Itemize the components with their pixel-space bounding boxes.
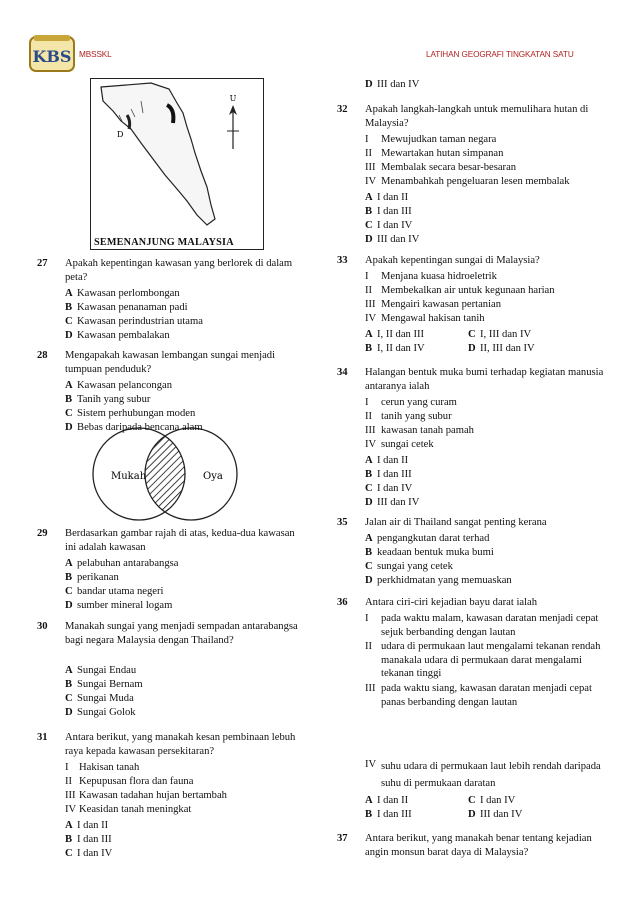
option-d[interactable]: D perkhidmatan yang memuaskan — [365, 575, 512, 586]
option-c[interactable]: C I dan IV — [468, 795, 516, 806]
venn-label-mukah: Mukah — [111, 471, 147, 482]
statement-i: I Menjana kuasa hidroeletrik — [365, 271, 497, 282]
option-c[interactable]: C I dan IV — [365, 220, 413, 231]
option-d[interactable]: D Bebas daripada bencana alam — [65, 422, 203, 433]
map-title: SEMENANJUNG MALAYSIA — [94, 237, 234, 248]
statement-iv: IV sungai cetek — [365, 439, 434, 450]
question-number: 31 — [37, 732, 48, 743]
question-number: 29 — [37, 528, 48, 539]
question-text: Antara berikut, yang manakah benar tentang kejadian angin monsun barat daya di Malaysia? — [365, 833, 592, 858]
map-drawing — [91, 79, 263, 249]
option-d[interactable]: D III dan IV — [365, 497, 420, 508]
option-d[interactable]: D III dan IV — [365, 234, 420, 245]
statement-iii: III Mengairi kawasan pertanian — [365, 299, 502, 310]
option-c[interactable]: C I, III dan IV — [468, 329, 532, 340]
option-c[interactable]: C Sistem perhubungan moden — [65, 408, 196, 419]
option-b[interactable]: B Sungai Bernam — [65, 679, 143, 690]
question-number: 34 — [337, 367, 348, 378]
option-c[interactable]: C Kawasan perindustrian utama — [65, 316, 203, 327]
option-a[interactable]: A I, II dan III — [365, 329, 425, 340]
option-a[interactable]: A Kawasan perlombongan — [65, 288, 180, 299]
option-a[interactable]: A I dan II — [365, 455, 409, 466]
question-text: Jalan air di Thailand sangat penting kerana — [365, 517, 547, 528]
question-text: Manakah sungai yang menjadi sempadan antarabangsa bagi negara Malaysia dengan Thailand? — [65, 621, 298, 646]
option-a[interactable]: A I dan II — [365, 795, 409, 806]
question-number: 30 — [37, 621, 48, 632]
option-c[interactable]: C I dan IV — [365, 483, 413, 494]
statement-iv: IV Mengawal hakisan tanih — [365, 313, 485, 324]
statement-i: I Hakisan tanah — [65, 762, 140, 773]
svg-text:KBS: KBS — [32, 47, 72, 66]
statement-iv: IV Menambahkah pengeluaran lesen membalak — [365, 176, 570, 187]
statement-i: I cerun yang curam — [365, 397, 457, 408]
option-a[interactable]: A Kawasan pelancongan — [65, 380, 173, 391]
question-number: 35 — [337, 517, 348, 528]
option-b[interactable]: B Tanih yang subur — [65, 394, 151, 405]
option-d[interactable]: D III dan IV — [468, 809, 523, 820]
north-label: U — [229, 94, 237, 103]
question-text: Antara ciri-ciri kejadian bayu darat ialah — [365, 597, 538, 608]
statement-iii: III Membalak secara besar-besaran — [365, 162, 517, 173]
statement-iii: III pada waktu siang, kawasan daratan menjadi cepat panas berbanding dengan lautan — [365, 683, 592, 708]
option-b[interactable]: B Kawasan penanaman padi — [65, 302, 188, 313]
statement-ii: II Kepupusan flora dan fauna — [65, 776, 194, 787]
option-a[interactable]: A Sungai Endau — [65, 665, 137, 676]
question-number: 32 — [337, 104, 348, 115]
option-c[interactable]: C sungai yang cetek — [365, 561, 453, 572]
option-b[interactable]: B keadaan bentuk muka bumi — [365, 547, 494, 558]
statement-i: I pada waktu malam, kawasan daratan menjadi cepat sejuk berbanding dengan lautan — [365, 613, 599, 638]
option-d[interactable]: D Kawasan pembalakan — [65, 330, 170, 341]
peninsular-malaysia-map — [90, 78, 264, 250]
option-d[interactable]: D II, III dan IV — [468, 343, 535, 354]
header-school-code: MBSSKL — [79, 50, 112, 59]
venn-label-oya: Oya — [203, 471, 223, 482]
option-c[interactable]: C bandar utama negeri — [65, 586, 164, 597]
question-text: Apakah kepentingan sungai di Malaysia? — [365, 255, 540, 266]
statement-iii: III Kawasan tadahan hujan bertambah — [65, 790, 227, 801]
statement-ii: II Membekalkan air untuk kegunaan harian — [365, 285, 555, 296]
statement-ii: II tanih yang subur — [365, 411, 452, 422]
statement-i: I Mewujudkan taman negara — [365, 134, 497, 145]
map-label-d: D — [117, 130, 124, 139]
question-number: 33 — [337, 255, 348, 266]
statement-ii: II Mewartakan hutan simpanan — [365, 148, 504, 159]
option-d[interactable]: D Sungai Golok — [65, 707, 136, 718]
option-c[interactable]: C I dan IV — [65, 848, 113, 859]
question-number: 28 — [37, 350, 48, 361]
q31-option-d[interactable]: D III dan IV — [365, 79, 420, 90]
option-b[interactable]: B I dan III — [65, 834, 112, 845]
question-text: Antara berikut, yang manakah kesan pembinaan lebuh raya kepada kawasan persekitaran? — [65, 732, 296, 757]
option-a[interactable]: A I dan II — [365, 192, 409, 203]
option-a[interactable]: A pengangkutan darat terhad — [365, 533, 490, 544]
school-logo — [28, 33, 76, 73]
question-text: Berdasarkan gambar rajah di atas, kedua-dua kawasan ini adalah kawasan — [65, 528, 295, 553]
question-number: 37 — [337, 833, 348, 844]
question-number: 36 — [337, 597, 348, 608]
option-b[interactable]: B I dan III — [365, 206, 412, 217]
option-b[interactable]: B perikanan — [65, 572, 119, 583]
question-text: Apakah langkah-langkah untuk memulihara hutan di Malaysia? — [365, 104, 589, 129]
option-b[interactable]: B I dan III — [365, 469, 412, 480]
statement-iii: III kawasan tanah pamah — [365, 425, 474, 436]
option-a[interactable]: A I dan II — [65, 820, 109, 831]
statement-iv: IV suhu udara di permukaan laut lebih rendah daripada suhu di permukaan daratan — [365, 759, 601, 789]
venn-diagram — [85, 424, 245, 524]
question-number: 27 — [37, 258, 48, 269]
question-text: Mengapakah kawasan lembangan sungai menjadi tumpuan penduduk? — [65, 350, 276, 375]
option-d[interactable]: D sumber mineral logam — [65, 600, 173, 611]
header-exam-title: LATIHAN GEOGRAFI TINGKATAN SATU — [426, 50, 574, 59]
question-text: Halangan bentuk muka bumi terhadap kegiatan manusia antaranya ialah — [365, 367, 604, 392]
statement-ii: II udara di permukaan laut mengalami tekanan rendah manakala udara di permukaan darat mengalami tekanan tinggi — [365, 641, 601, 680]
option-b[interactable]: B I dan III — [365, 809, 412, 820]
option-a[interactable]: A pelabuhan antarabangsa — [65, 558, 179, 569]
option-b[interactable]: B I, II dan IV — [365, 343, 425, 354]
option-c[interactable]: C Sungai Muda — [65, 693, 134, 704]
question-text: Apakah kepentingan kawasan yang berlorek di dalam peta? — [65, 258, 293, 283]
statement-iv: IV Keasidan tanah meningkat — [65, 804, 192, 815]
